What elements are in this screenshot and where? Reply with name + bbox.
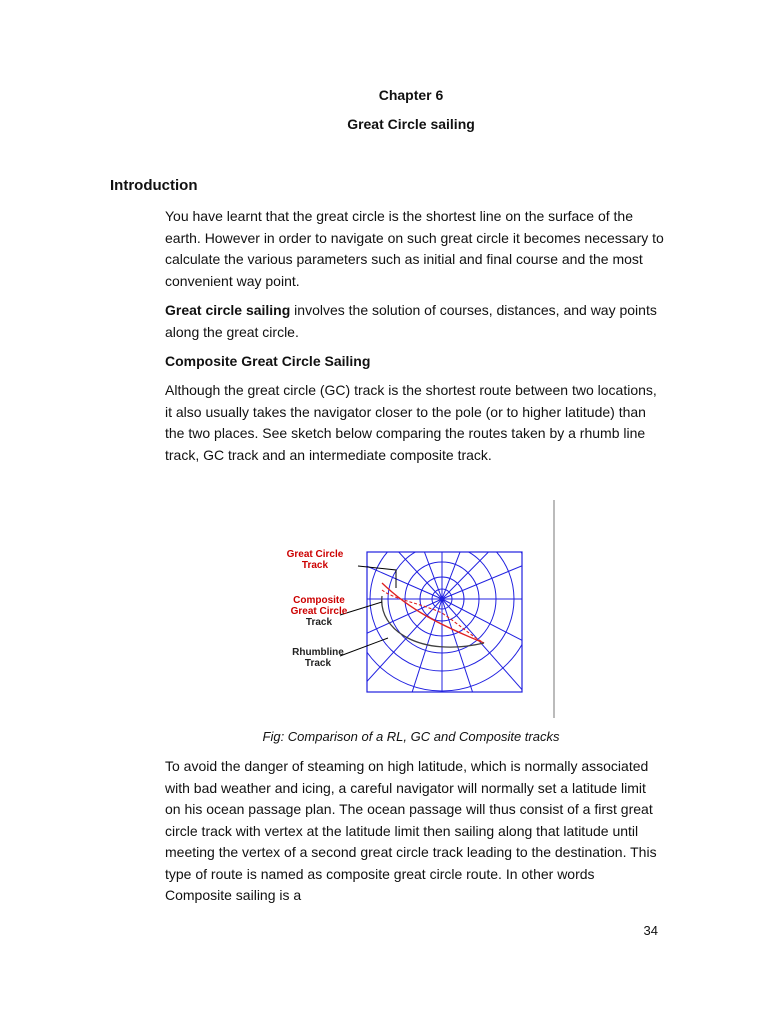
figure-caption: Fig: Comparison of a RL, GC and Composite tracks	[262, 729, 560, 744]
paragraph-definition	[165, 300, 665, 343]
rhumbline-label-line2: Track	[304, 658, 332, 669]
rhumbline-label-line1: Rhumbline	[292, 647, 344, 658]
gc-label-line1: Great Circle	[286, 549, 344, 560]
definition-text: involves the solution of courses, distances, and way points along the great circle.	[165, 302, 657, 340]
paragraph-intro: You have learnt that the great circle is the shortest line on the surface of the earth. However in order to navigate on such great circle it becomes necessary to calculate the various parameters such as initial and final course and the most convenient way point.	[165, 208, 664, 289]
page-number: 34	[643, 923, 658, 938]
gc-label-line2: Track	[301, 560, 329, 571]
composite-label-line3: Track	[305, 617, 333, 628]
section-heading: Introduction	[110, 177, 198, 194]
composite-label-line2: Great Circle	[290, 606, 348, 617]
definition-term: Great circle sailing	[165, 302, 291, 318]
paragraph-composite: Although the great circle (GC) track is the shortest route between two locations, it also usually takes the navigator closer to the pole (or to higher latitude) than the two places. See sketch below comparing the routes taken by a rhumb line track, GC track and an intermediate composite track.	[165, 382, 657, 463]
paragraph-latitude-limit: To avoid the danger of steaming on high latitude, which is normally associated with bad weather and icing, a careful navigator will normally set a latitude limit on his ocean passage plan. The ocean passage will thus consist of a first great circle track with vertex at the latitude limit then sailing along that latitude until meeting the vertex of a second great circle track leading to the destination. This type of route is named as composite great circle route. In other words Composite sailing is a	[165, 758, 657, 903]
chapter-label: Chapter 6	[378, 87, 444, 103]
composite-label-line1: Composite	[293, 595, 345, 606]
subsection-heading: Composite Great Circle Sailing	[165, 353, 371, 369]
track-comparison-figure	[270, 500, 570, 720]
chapter-title: Great Circle sailing	[347, 116, 475, 132]
